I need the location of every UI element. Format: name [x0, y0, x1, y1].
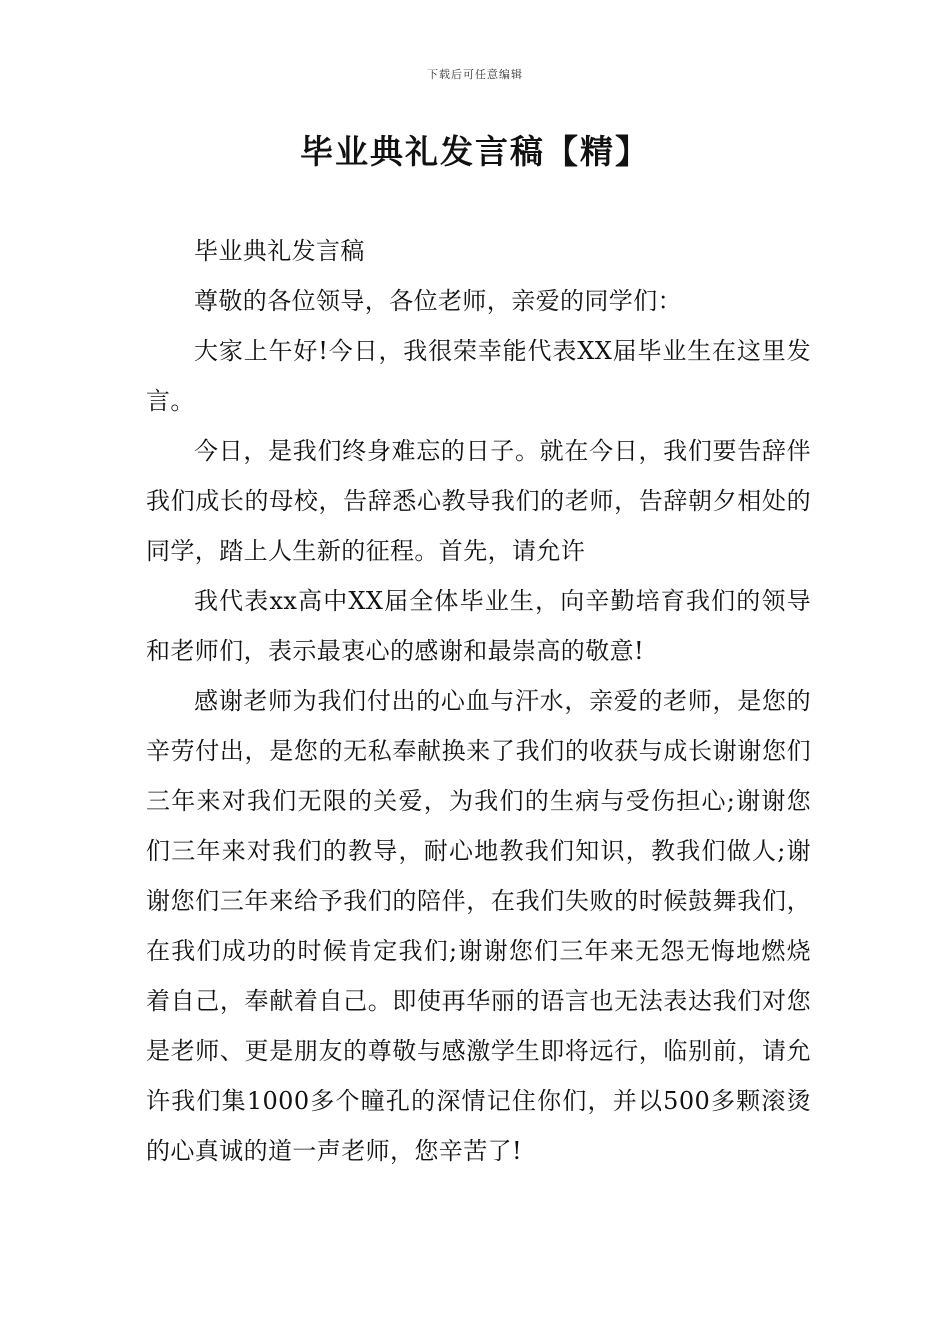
paragraph-farewell: 今日，是我们终身难忘的日子。就在今日，我们要告辞伴我们成长的母校，告辞悉心教导我们的老师，告辞朝夕相处的同学，踏上人生新的征程。首先，请允许 — [146, 437, 811, 565]
header-note: 下载后可任意编辑 — [427, 68, 523, 81]
document-body — [146, 226, 811, 1176]
paragraph-salutation: 尊敬的各位领导，各位老师，亲爱的同学们： — [194, 287, 682, 315]
paragraph-gratitude: 感谢老师为我们付出的心血与汗水，亲爱的老师，是您的辛劳付出，是您的无私奉献换来了我们的收获与成长谢谢您们三年来对我们无限的关爱，为我们的生病与受伤担心;谢谢您们三年来对我们的教导，耐心地教我们知识，教我们做人;谢谢您们三年来给予我们的陪伴，在我们失败的时候鼓舞我们，在我们成功的时候肯定我们;谢谢您们三年来无怨无悔地燃烧着自己，奉献着自己。即使再华丽的语言也无法表达我们对您是老师、更是朋友的尊敬与感激学生即将远行，临别前，请允许我们集1000多个瞳孔的深情记住你们，并以500多颗滚烫的心真诚的道一声老师，您辛苦了! — [146, 687, 811, 1165]
document-title: 毕业典礼发言稿【精】 — [300, 132, 650, 171]
paragraph-greeting: 大家上午好!今日，我很荣幸能代表XX届毕业生在这里发言。 — [146, 337, 811, 415]
paragraph-representation: 我代表xx高中XX届全体毕业生，向辛勤培育我们的领导和老师们，表示最衷心的感谢和最崇高的敬意! — [146, 587, 811, 665]
paragraph-subtitle: 毕业典礼发言稿 — [194, 237, 365, 265]
